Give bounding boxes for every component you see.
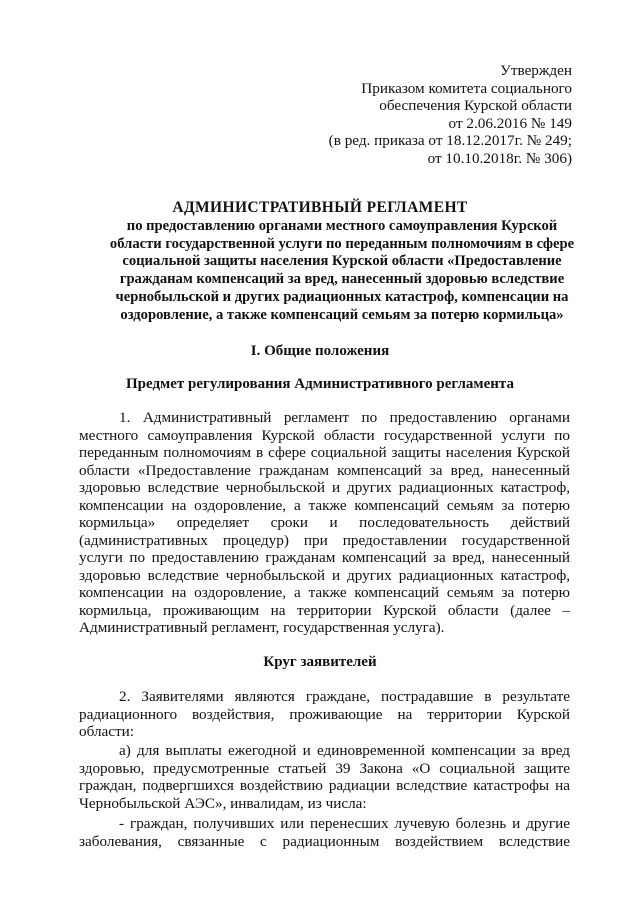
paragraph-line: области «Предоставление гражданам компенсаций за вред, нанесенный bbox=[79, 461, 570, 479]
subtitle-line: чернобыльской и других радиационных катастроф, компенсации на bbox=[115, 288, 569, 305]
paragraph-line: Административный регламент, государственная услуга). bbox=[79, 619, 445, 636]
paragraph-line: области: bbox=[79, 723, 134, 740]
paragraph-line: кормильца» определяет сроки и последовательность действий bbox=[79, 514, 570, 531]
approval-line: обеспечения Курской области bbox=[379, 97, 572, 114]
paragraph-a bbox=[79, 742, 570, 812]
approval-line: Утвержден bbox=[500, 62, 572, 79]
document-subtitle bbox=[82, 218, 602, 324]
paragraph-line: (административных процедур) при предоставлении государственной bbox=[79, 531, 570, 549]
paragraph-line: услуги по предоставлению гражданам компенсаций за вред, нанесенный bbox=[79, 549, 570, 566]
approval-line: (в ред. приказа от 18.12.2017г. № 249; bbox=[328, 132, 572, 149]
approval-line: от 2.06.2016 № 149 bbox=[448, 114, 572, 132]
paragraph-line: компенсации на оздоровление, а также компенсаций семьям за потерю bbox=[79, 496, 570, 514]
paragraph-line: заболевания, связанные с радиационным воздействием вследствие bbox=[79, 832, 570, 850]
approval-stamp bbox=[329, 62, 572, 167]
document-title: АДМИНИСТРАТИВНЫЙ РЕГЛАМЕНТ bbox=[172, 199, 468, 216]
paragraph-1 bbox=[79, 409, 570, 637]
subtitle-line: области государственной услуги по переданным полномочиям в сфере bbox=[109, 235, 575, 252]
applicants-heading: Круг заявителей bbox=[263, 654, 377, 670]
paragraph-line: здоровью вследствие чернобыльской и других радиационных катастроф, bbox=[79, 566, 570, 584]
paragraph-line: здоровью вследствие чернобыльской и других радиационных катастроф, bbox=[79, 479, 570, 496]
section-heading: I. Общие положения bbox=[250, 343, 390, 359]
paragraph-line: а) для выплаты ежегодной и единовременной компенсации за вред bbox=[119, 742, 570, 759]
approval-line: от 10.10.2018г. № 306) bbox=[427, 149, 572, 167]
paragraph-2 bbox=[79, 688, 570, 741]
subtitle-line: социальной защиты населения Курской области «Предоставление bbox=[122, 253, 562, 270]
subject-heading: Предмет регулирования Административного регламента bbox=[126, 376, 514, 392]
paragraph-line: 1. Административный регламент по предоставлению органами bbox=[119, 409, 570, 426]
subtitle-line: оздоровление, а также компенсаций семьям за потерю кормильца» bbox=[120, 306, 564, 323]
paragraph-line: кормильца, проживающим на территории Курской области (далее – bbox=[79, 601, 570, 619]
paragraph-line: местного самоуправления Курской области государственной услуги по bbox=[79, 426, 570, 444]
paragraph-line: граждан, подвергшихся воздействию радиации вследствие катастрофы на bbox=[79, 777, 570, 794]
subtitle-line: гражданам компенсаций за вред, нанесенный здоровью вследствие bbox=[119, 271, 565, 288]
approval-line: Приказом комитета социального bbox=[361, 79, 572, 97]
paragraph-line: 2. Заявителями являются граждане, пострадавшие в результате bbox=[119, 688, 570, 705]
paragraph-line: здоровью, предусмотренные статьей 39 Закона «О социальной защите bbox=[79, 759, 570, 777]
paragraph-b bbox=[79, 815, 570, 850]
subtitle-line: по предоставлению органами местного самоуправления Курской bbox=[126, 218, 558, 234]
paragraph-line: переданным полномочиям в сфере социальной защиты населения Курской bbox=[79, 444, 570, 461]
paragraph-line: Чернобыльской АЭС», инвалидам, из числа: bbox=[79, 794, 367, 812]
paragraph-line: радиационного воздействия, проживающие на территории Курской bbox=[79, 705, 570, 723]
paragraph-line: компенсации на оздоровление, а также компенсаций семьям за потерю bbox=[79, 584, 570, 601]
paragraph-line: - граждан, получивших или перенесших лучевую болезнь и другие bbox=[119, 815, 570, 832]
